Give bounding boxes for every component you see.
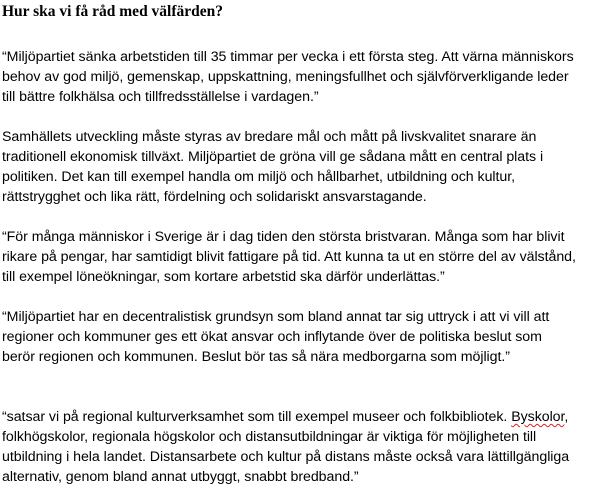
text-line: rikare på pengar, har samtidigt blivit fattigare på tid. Att kunna ta ut en större del av välstånd, [2, 249, 576, 265]
text-line: till exempel löneökningar, som kortare arbetstid ska därför underlättas.” [2, 269, 445, 285]
document-title: Hur ska vi få råd med välfärden? [2, 3, 224, 20]
text-line: utbildning i hela landet. Distansarbete och kultur på distans måste också vara lättillgängliga [2, 449, 570, 465]
paragraph-1 [2, 47, 604, 107]
text-line: traditionell ekonomisk tillväxt. Miljöpartiet de gröna vill ge sådana mått en central plats i [2, 149, 544, 165]
text-line: “Miljöpartiet har en decentralistisk grundsyn som bland annat tar sig uttryck i att vi vill att [2, 309, 550, 325]
text-run: , [564, 409, 569, 425]
paragraph-2 [2, 127, 604, 207]
text-line: “Miljöpartiet sänka arbetstiden till 35 timmar per vecka i ett första steg. Att värna människors [2, 49, 574, 65]
paragraph-5 [2, 407, 604, 487]
text-line: till bättre folkhälsa och tillfredsställelse i vardagen.” [2, 89, 319, 105]
text-line: alternativ, genom bland annat utbyggt, snabbt bredband.” [2, 469, 359, 485]
paragraph-3 [2, 227, 604, 287]
text-line: folkhögskolor, regionala högskolor och distansutbildningar är viktiga för möjligheten till [2, 429, 537, 445]
text-line: “För många människor i Sverige är i dag tiden den största bristvaran. Många som har blivit [2, 229, 565, 245]
text-line: regioner och kommuner ges ett ökat ansvar och inflytande över de politiska beslut som [2, 329, 542, 345]
text-line: Samhällets utveckling måste styras av bredare mål och mått på livskvalitet snarare än [2, 129, 537, 145]
text-line: berör regionen och kommunen. Beslut bör tas så nära medborgarna som möjligt.” [2, 349, 510, 365]
text-line: behov av god miljö, gemenskap, uppskattning, meningsfullhet och självförverkligande leder [2, 69, 569, 85]
paragraph-4 [2, 307, 604, 367]
text-line: politiken. Det kan till exempel handla om miljö och hållbarhet, utbildning och kultur, [2, 169, 516, 185]
text-run: “satsar vi på regional kulturverksamhet som till exempel museer och folkbibliotek. [2, 409, 512, 425]
text-line: rättstrygghet och lika rätt, fördelning och solidariskt ansvarstagande. [2, 189, 427, 205]
text-line [2, 407, 604, 427]
document-body [2, 0, 604, 487]
spellcheck-flagged-word[interactable]: Byskolor [511, 409, 565, 425]
